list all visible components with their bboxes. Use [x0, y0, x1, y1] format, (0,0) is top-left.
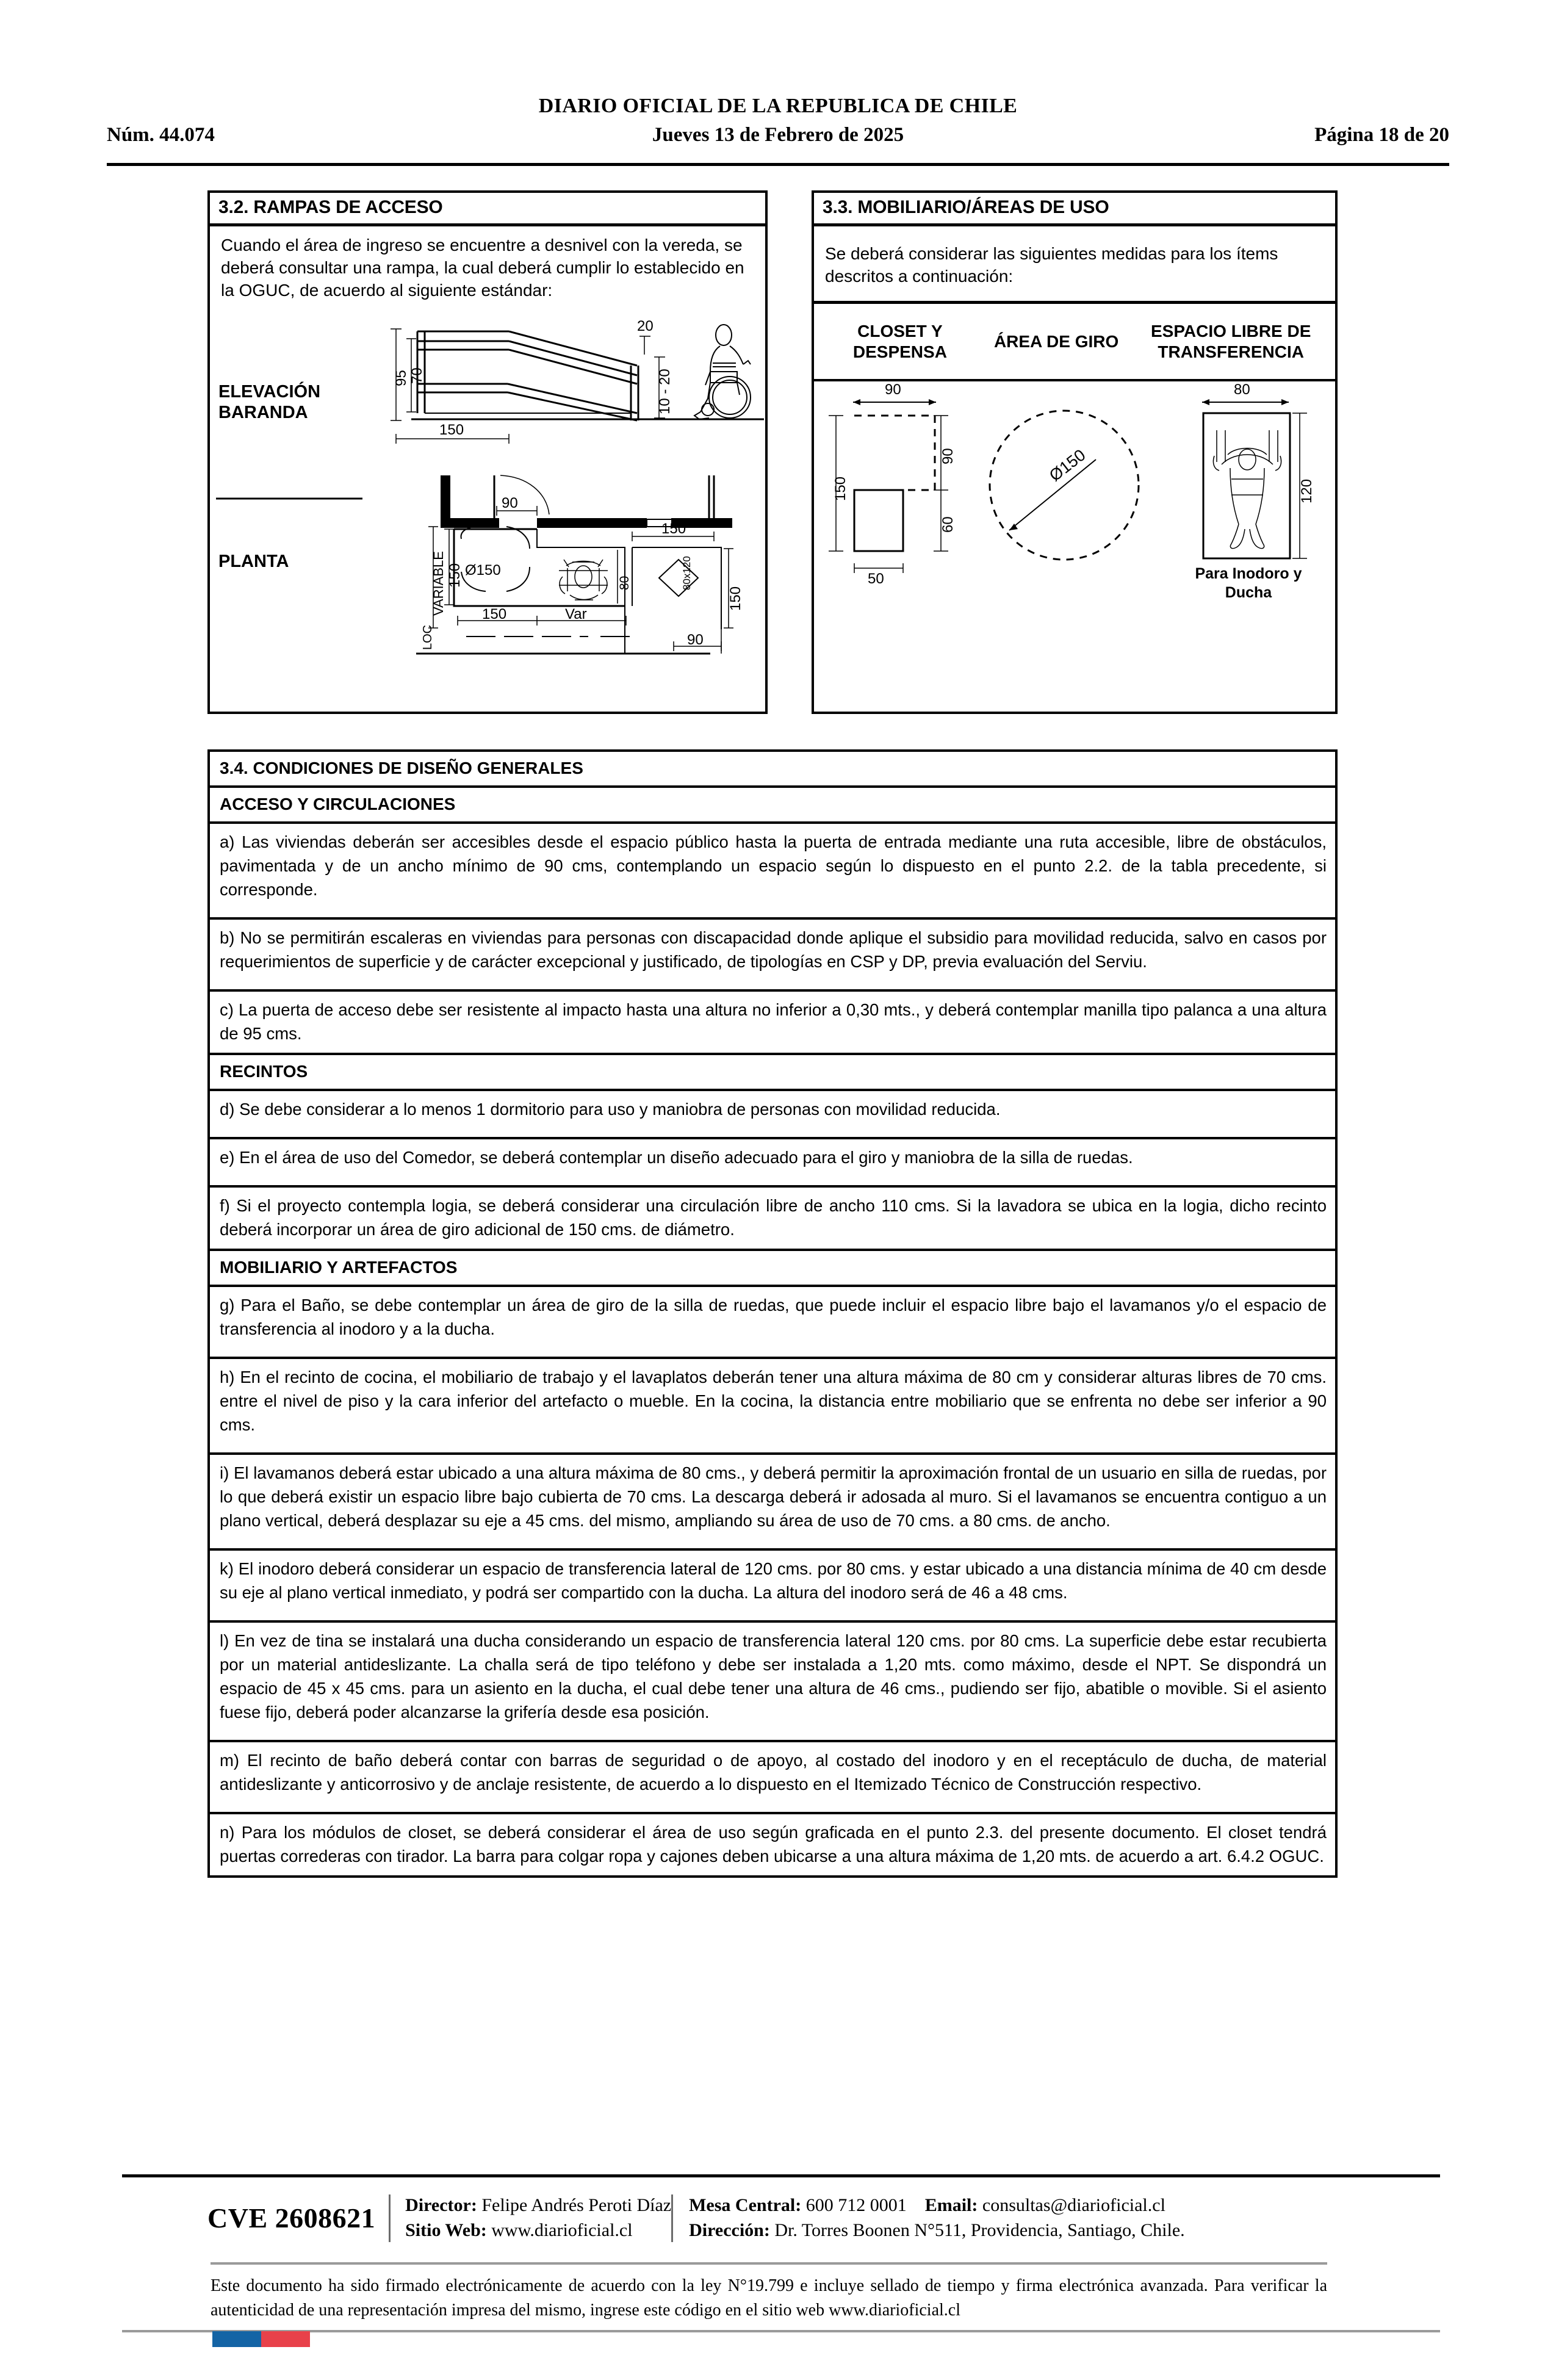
director-value: Felipe Andrés Peroti Díaz [481, 2195, 672, 2215]
mesa-label: Mesa Central: [689, 2195, 802, 2215]
item-b: b) No se permitirán escaleras en viviendas para personas con discapacidad donde aplique el subsidio para movilidad reducida, salvo en casos por requerimientos de superficie y de carácter excepcional y justificado, de tipologías en CSP y DP, previa evaluación del Serviu. [210, 920, 1335, 992]
item-a: a) Las viviendas deberán ser accesibles desde el espacio público hasta la puerta de entrada mediante una ruta accesible, libre de obstáculos, pavimentada y de un ancho mínimo de 90 cms, contemplando un espacio según lo dispuesto en el punto 2.2. de la tabla precedente, si corresponde. [210, 824, 1335, 920]
plan-dim-90-right: 90 [687, 631, 704, 648]
elevation-label: ELEVACIÓN BARANDA [218, 381, 321, 422]
page-header [107, 95, 1449, 146]
dim-95: 95 [393, 370, 409, 386]
flag-red-band [261, 2331, 310, 2347]
footer-director-line [405, 2193, 671, 2218]
item-f: f) Si el proyecto contempla logia, se deberá considerar una circulación libre de ancho 110 cms. Si la lavadora se ubica en la logia, dicho recinto deberá incorporar un área de giro adicional de 150 cms. de diámetro. [210, 1188, 1335, 1251]
dim-closet-upper-90: 90 [940, 448, 956, 464]
section-3-4-table [207, 749, 1338, 1878]
dim-150-elev: 150 [439, 421, 464, 438]
item-c: c) La puerta de acceso debe ser resistente al impacto hasta una altura no inferior a 0,30 mts., y deberá contemplar manilla tipo palanca a una altura de 95 cms. [210, 992, 1335, 1055]
item-h: h) En el recinto de cocina, el mobiliario de trabajo y el lavaplatos deberán tener una altura máxima de 80 cm y considerar alturas libres de 70 cms. entre el nivel de piso y la cara inferior del artefacto o mueble. En la cocina, la distancia entre mobiliario que se enfrenta no debe ser inferior a 90 cms. [210, 1359, 1335, 1455]
plan-dim-loc: LOC [421, 624, 434, 650]
panel-right-title: 3.3. MOBILIARIO/ÁREAS DE USO [814, 193, 1335, 226]
panel-left-title: 3.2. RAMPAS DE ACCESO [210, 193, 765, 226]
dim-giro-diameter: Ø150 [1046, 445, 1089, 485]
publication-title: DIARIO OFICIAL DE LA REPUBLICA DE CHILE [538, 95, 1018, 117]
item-k: k) El inodoro deberá considerar un espacio de transferencia lateral de 120 cms. por 80 cms. y estar ubicado a una distancia mínima de 40 cm desde su eje al plano vertical inmediato, y podrá ser compartido con la ducha. La altura del inodoro será de 46 a 48 cms. [210, 1551, 1335, 1623]
chile-flag-bar [212, 2331, 310, 2347]
dim-transfer-width-80: 80 [1234, 381, 1250, 398]
plan-drawing-area [210, 471, 765, 666]
dim-closet-depth-50: 50 [868, 571, 884, 587]
issue-number: Núm. 44.074 [107, 124, 215, 146]
header-divider [107, 163, 1449, 166]
dim-20-top: 20 [637, 317, 654, 334]
panel-right-drawing-area [814, 381, 1335, 656]
footer-mesa-email-line [689, 2193, 1185, 2218]
transfer-caption: Para Inodoro y Ducha [1195, 565, 1302, 601]
plan-dim-90-top: 90 [502, 494, 518, 511]
panel-rampas-de-acceso [207, 190, 768, 714]
plan-dim-80: 80 [618, 575, 632, 590]
dim-transfer-height-120: 120 [1298, 478, 1315, 503]
subhead-recintos: RECINTOS [210, 1055, 1335, 1091]
mobiliario-dims-svg [814, 381, 1336, 656]
dim-closet-width-90: 90 [885, 381, 901, 398]
section-3-4-title: 3.4. CONDICIONES DE DISEÑO GENERALES [210, 752, 1335, 788]
item-e: e) En el área de uso del Comedor, se deberá contemplar un diseño adecuado para el giro y maniobra de la silla de ruedas. [210, 1139, 1335, 1188]
plan-dim-80x120: 80x120 [681, 555, 693, 590]
footer-top-divider [122, 2174, 1440, 2177]
header-meta-row [107, 124, 1449, 146]
item-m: m) El recinto de baño deberá contar con barras de seguridad o de apoyo, al costado del inodoro y en el receptáculo de ducha, de material antideslizante y anticorrosivo y de anclaje resistente, de acuerdo a lo dispuesto en el Itemizado Técnico de Construcción respectivo. [210, 1742, 1335, 1814]
flag-blue-band [212, 2331, 261, 2347]
plan-dim-diam-150: Ø150 [465, 561, 501, 579]
sitio-value[interactable]: www.diarioficial.cl [491, 2220, 633, 2240]
email-label: Email: [924, 2195, 978, 2215]
col-head-closet: CLOSET Y DESPENSA [852, 321, 947, 361]
sitio-label: Sitio Web: [405, 2220, 487, 2240]
plan-dim-150-right: 150 [727, 586, 744, 611]
item-i: i) El lavamanos deberá estar ubicado a una altura máxima de 80 cms., y deberá permitir la aproximación frontal de un usuario en silla de ruedas, por lo que deberá existir un espacio libre bajo cubierta de 70 cms. La descarga deberá ir adosada al muro. Si el lavamanos se encuentra contiguo a un plano vertical, deberá desplazar su eje a 45 cms. del mismo, ampliando su área de uso de 70 cms. a 80 cms. de ancho. [210, 1455, 1335, 1551]
item-l: l) En vez de tina se instalará una ducha considerando un espacio de transferencia lateral 120 cms. por 80 cms. La superficie debe estar recubierta por un material antideslizante. La challa será de tipo teléfono y debe ser instalada a 1,20 mts. como máximo, desde el NPT. Se dispondrá un espacio de 45 x 45 cms. para un asiento en la ducha, el cual debe tener una altura de 46 cms., pudiendo ser fijo, abatible o movible. Si el asiento fuese fijo, deberá poder alcanzarse la grifería desde esa posición. [210, 1623, 1335, 1742]
email-value[interactable]: consultas@diarioficial.cl [982, 2195, 1165, 2215]
plan-dim-150-vert: 150 [447, 563, 463, 588]
dim-70: 70 [409, 367, 425, 384]
panel-right-intro: Se deberá considerar las siguientes medidas para los ítems descritos a continuación: [825, 244, 1278, 286]
subhead-acceso-y-circulaciones: ACCESO Y CIRCULACIONES [210, 788, 1335, 824]
dim-closet-total-150: 150 [832, 476, 849, 501]
mesa-value: 600 712 0001 [805, 2195, 907, 2215]
item-n: n) Para los módulos de closet, se deberá considerar el área de uso según graficada en el punto 2.3. del presente documento. El closet tendrá puertas correderas con tirador. La barra para colgar ropa y cajones deben ubicarse a una altura máxima de 1,20 mts. de acuerdo a art. 6.4.2 OGUC. [220, 1823, 1327, 1866]
footer-sitio-line [405, 2218, 671, 2243]
col-head-giro: ÁREA DE GIRO [993, 331, 1119, 351]
plan-dim-var: Var [565, 605, 587, 622]
footer-col-director [391, 2191, 671, 2246]
dim-closet-lower-60: 60 [940, 516, 956, 533]
plan-label: PLANTA [218, 551, 289, 571]
item-d: d) Se debe considerar a lo menos 1 dormitorio para uso y maniobra de personas con movilidad reducida. [210, 1091, 1335, 1139]
panel-mobiliario-areas-de-uso [812, 190, 1338, 714]
direccion-value: Dr. Torres Boonen N°511, Providencia, Santiago, Chile. [774, 2220, 1185, 2240]
dim-10-20: 10 - 20 [657, 368, 673, 414]
direccion-label: Dirección: [689, 2220, 770, 2240]
issue-date: Jueves 13 de Febrero de 2025 [652, 124, 904, 146]
item-g: g) Para el Baño, se debe contemplar un área de giro de la silla de ruedas, que puede incluir el espacio libre bajo el lavamanos y/o el espacio de transferencia al inodoro y a la ducha. [210, 1287, 1335, 1359]
footer-legal-text: Este documento ha sido firmado electrónicamente de acuerdo con la ley N°19.799 e incluye sellado de tiempo y firma electrónica avanzada. Para verificar la autenticidad de una representación impresa del mismo, ingrese este código en el sitio web www.diarioficial.cl [211, 2276, 1327, 2320]
plan-dim-150-bottom: 150 [482, 605, 507, 622]
director-label: Director: [405, 2195, 477, 2215]
footer-col-contact [673, 2191, 1185, 2246]
subhead-mobiliario-y-artefactos: MOBILIARIO Y ARTEFACTOS [210, 1251, 1335, 1287]
page-number: Página 18 de 20 [1314, 124, 1449, 146]
panel-left-intro: Cuando el área de ingreso se encuentre a desnivel con la vereda, se deberá consultar una rampa, la cual deberá cumplir lo establecido en la OGUC, de acuerdo al siguiente estándar: [221, 236, 744, 300]
col-head-transfer: ESPACIO LIBRE DE TRANSFERENCIA [1150, 321, 1311, 361]
panel-right-column-headers [814, 301, 1335, 381]
footer-main [122, 2191, 1440, 2246]
footer-divider-3 [211, 2262, 1327, 2265]
plan-dim-150-right-top: 150 [661, 520, 686, 537]
footer-bottom-divider [122, 2330, 1440, 2332]
plan-dim-variable: VARIABLE [431, 550, 446, 616]
footer-direccion-line [689, 2218, 1185, 2243]
cve-code: CVE 2608621 [207, 2202, 376, 2234]
elevation-drawing-area [210, 309, 765, 474]
